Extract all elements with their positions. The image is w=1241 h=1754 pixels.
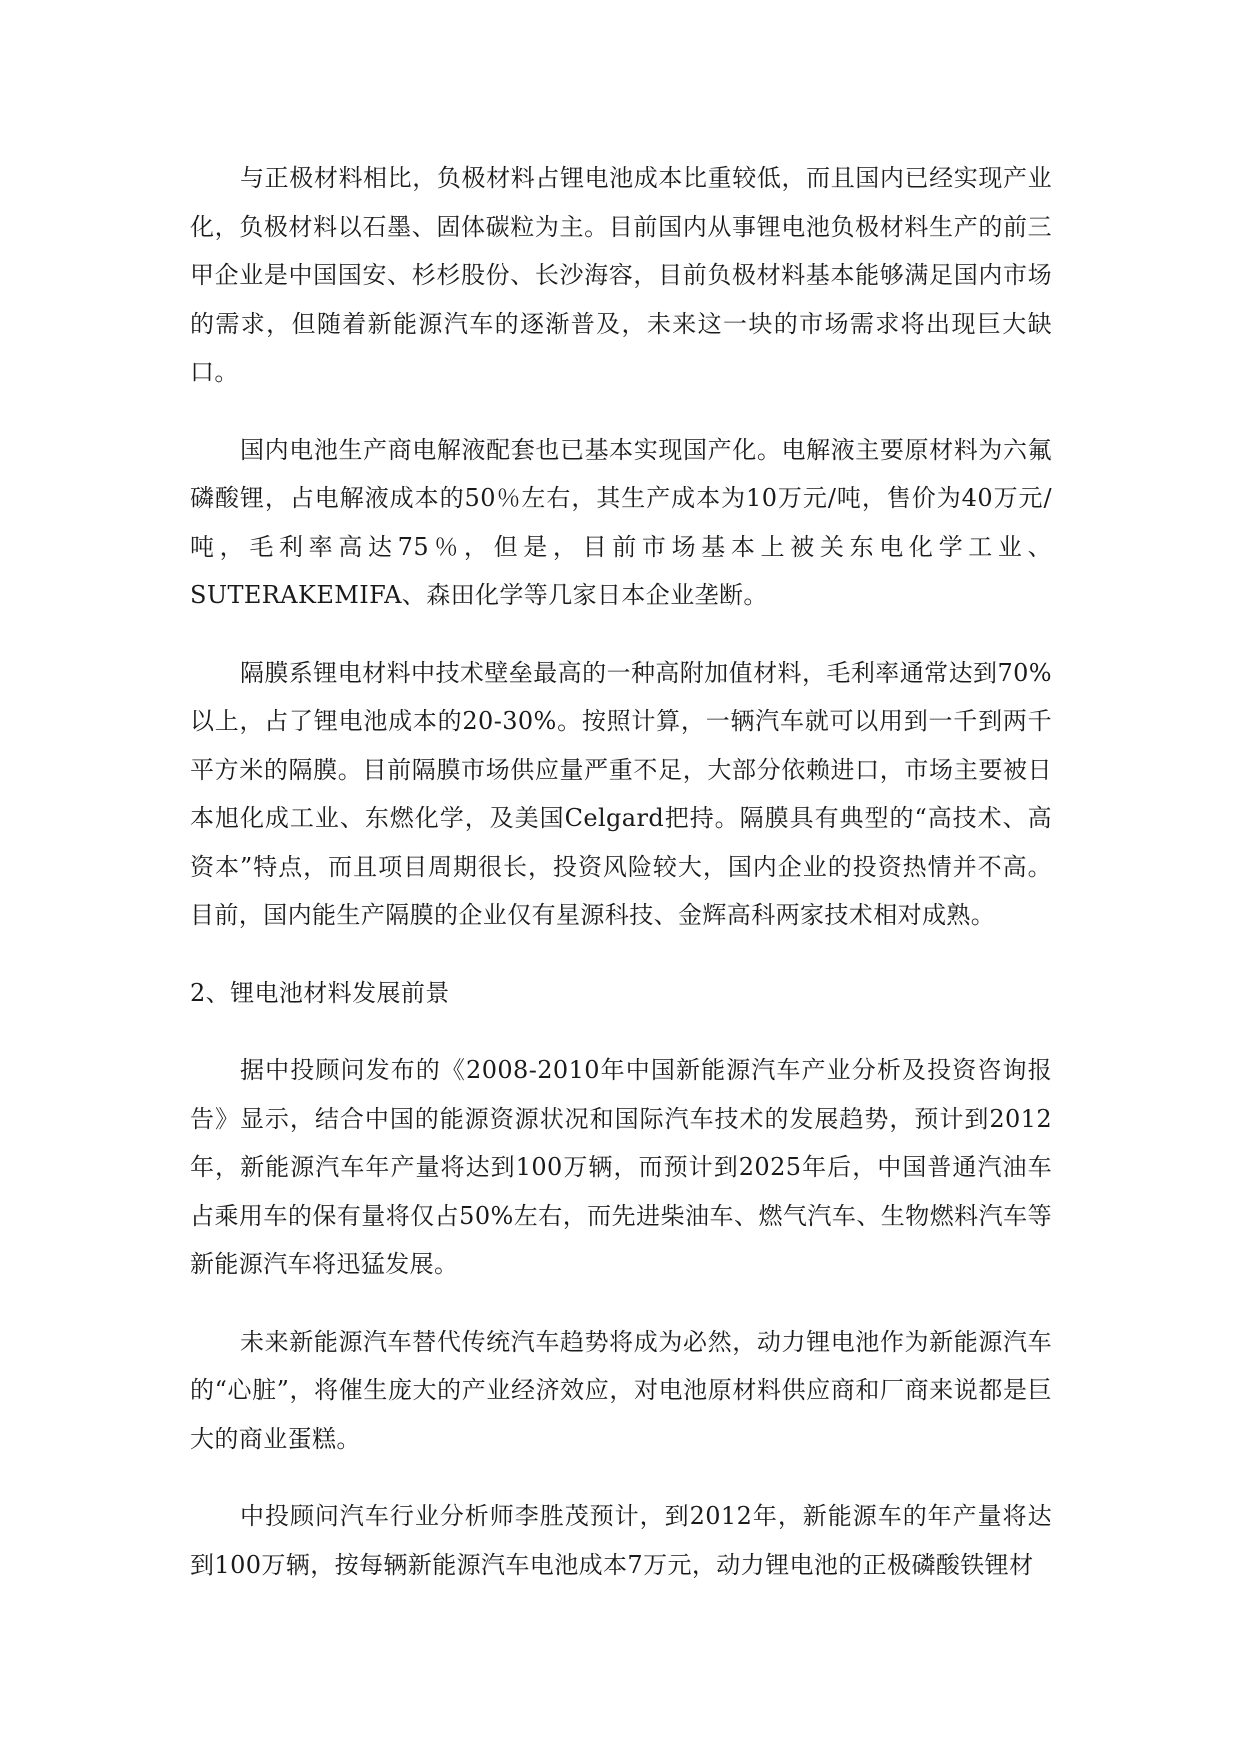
document-body: [190, 154, 1052, 1618]
paragraph-separator: 隔膜系锂电材料中技术壁垒最高的一种高附加值材料，毛利率通常达到70%以上，占了锂电池成本的20-30%。按照计算，一辆汽车就可以用到一千到两千平方米的隔膜。目前隔膜市场供应量严重不足，大部分依赖进口，市场主要被日本旭化成工业、东燃化学，及美国Celgard把持。隔膜具有典型的“高技术、高资本”特点，而且项目周期很长，投资风险较大，国内企业的投资热情并不高。目前，国内能生产隔膜的企业仅有星源科技、金辉高科两家技术相对成熟。: [190, 658, 1052, 929]
paragraph-battery-heart: 未来新能源汽车替代传统汽车趋势将成为必然，动力锂电池作为新能源汽车的“心脏”，将催生庞大的产业经济效应，对电池原材料供应商和厂商来说都是巨大的商业蛋糕。: [190, 1327, 1052, 1453]
paragraph-analyst-estimate: 中投顾问汽车行业分析师李胜茂预计，到2012年，新能源车的年产量将达到100万辆，按每辆新能源汽车电池成本7万元，动力锂电池的正极磷酸铁锂材: [190, 1502, 1052, 1579]
section-heading-prospects: 2、锂电池材料发展前景: [190, 978, 450, 1007]
paragraph-anode-materials: 与正极材料相比，负极材料占锂电池成本比重较低，而且国内已经实现产业化，负极材料以石墨、固体碳粒为主。目前国内从事锂电池负极材料生产的前三甲企业是中国国安、杉杉股份、长沙海容，目前负极材料基本能够满足国内市场的需求，但随着新能源汽车的逐渐普及，未来这一块的市场需求将出现巨大缺口。: [190, 164, 1052, 386]
paragraph-electrolyte: 国内电池生产商电解液配套也已基本实现国产化。电解液主要原材料为六氟磷酸锂，占电解液成本的50％左右，其生产成本为10万元/吨，售价为40万元/吨，毛利率高达75％，但是，目前市场基本上被关东电化学工业、SUTERAKEMIFA、森田化学等几家日本企业垄断。: [190, 435, 1052, 609]
paragraph-report-forecast: 据中投顾问发布的《2008-2010年中国新能源汽车产业分析及投资咨询报告》显示，结合中国的能源资源状况和国际汽车技术的发展趋势，预计到2012年，新能源汽车年产量将达到100万辆，而预计到2025年后，中国普通汽油车占乘用车的保有量将仅占50%左右，而先进柴油车、燃气汽车、生物燃料汽车等新能源汽车将迅猛发展。: [190, 1056, 1052, 1278]
